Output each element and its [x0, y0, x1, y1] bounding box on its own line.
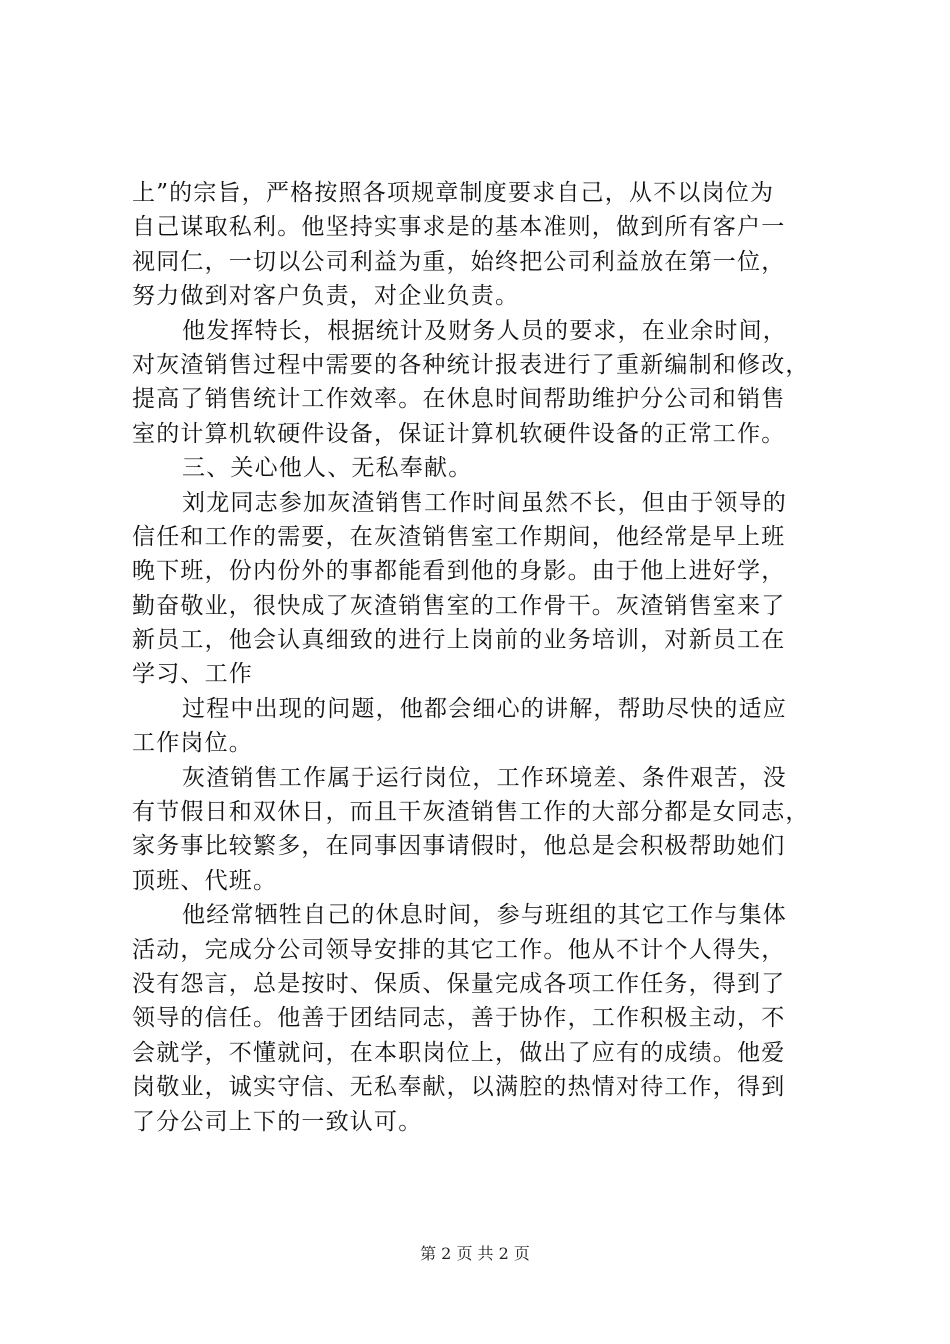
text-line: 刘龙同志参加灰渣销售工作时间虽然不长，但由于领导的 [182, 489, 787, 516]
text-line: 过程中出现的问题，他都会细心的讲解，帮助尽快的适应 [182, 695, 787, 722]
text-line: 信任和工作的需要，在灰渣销售室工作期间，他经常是早上班 [132, 523, 786, 550]
text-line: 家务事比较繁多，在同事因事请假时，他总是会积极帮助她们 [132, 833, 786, 860]
page-number-footer: 第 2 页 共 2 页 [420, 1244, 530, 1263]
text-line: 上”的宗旨，严格按照各项规章制度要求自己，从不以岗位为 [132, 180, 775, 206]
text-line: 对灰渣销售过程中需要的各种统计报表进行了重新编制和修改， [132, 351, 810, 378]
text-line: 领导的信任。他善于团结同志，善于协作，工作积极主动，不 [132, 1005, 786, 1032]
text-line: 室的计算机软硬件设备，保证计算机软硬件设备的正常工作。 [132, 420, 786, 447]
text-line: 岗敬业，诚实守信、无私奉献，以满腔的热情对待工作，得到 [132, 1074, 786, 1101]
text-line: 他经常牺牲自己的休息时间，参与班组的其它工作与集体 [182, 902, 787, 929]
text-line: 会就学，不懂就问，在本职岗位上，做出了应有的成绩。他爱 [132, 1039, 786, 1066]
text-line: 他发挥特长，根据统计及财务人员的要求，在业余时间， [182, 317, 787, 344]
text-line: 视同仁，一切以公司利益为重，始终把公司利益放在第一位， [132, 248, 786, 275]
text-line: 灰渣销售工作属于运行岗位，工作环境差、条件艰苦，没 [182, 764, 787, 791]
text-line: 了分公司上下的一致认可。 [132, 1108, 423, 1135]
text-line: 晚下班，份内份外的事都能看到他的身影。由于他上进好学， [132, 558, 786, 585]
text-line: 自己谋取私利。他坚持实事求是的基本准则，做到所有客户一 [132, 214, 786, 241]
text-line: 新员工，他会认真细致的进行上岗前的业务培训，对新员工在 [132, 627, 786, 654]
text-line: 工作岗位。 [132, 730, 253, 757]
section-heading: 三、关心他人、无私奉献。 [182, 455, 473, 482]
text-line: 努力做到对客户负责，对企业负责。 [132, 283, 520, 310]
text-line: 活动，完成分公司领导安排的其它工作。他从不计个人得失， [132, 936, 786, 963]
text-line: 学习、工作 [132, 661, 253, 688]
text-line: 没有怨言，总是按时、保质、保量完成各项工作任务，得到了 [132, 970, 786, 997]
document-body [132, 176, 832, 1139]
text-line: 顶班、代班。 [132, 867, 278, 894]
text-line: 有节假日和双休日，而且干灰渣销售工作的大部分都是女同志， [132, 799, 810, 826]
text-line: 提高了销售统计工作效率。在休息时间帮助维护分公司和销售 [132, 386, 786, 413]
text-line: 勤奋敬业，很快成了灰渣销售室的工作骨干。灰渣销售室来了 [132, 592, 786, 619]
